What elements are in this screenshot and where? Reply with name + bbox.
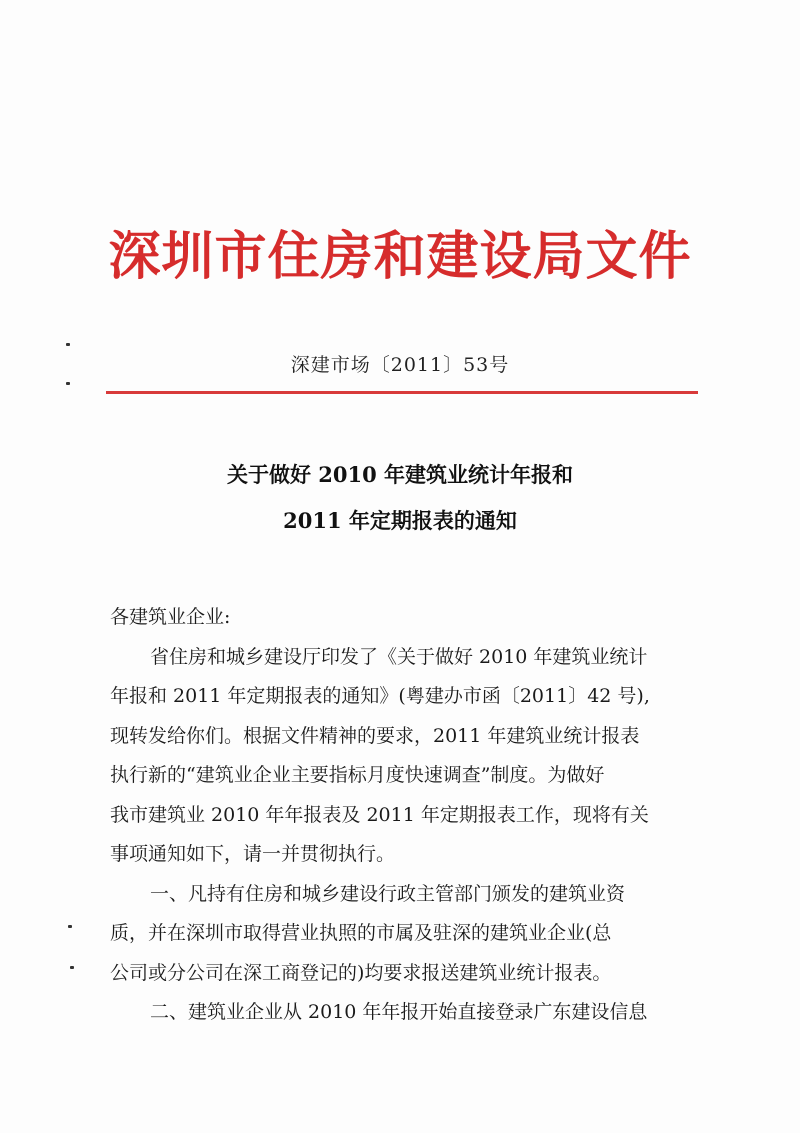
header-red-rule <box>106 391 698 394</box>
body-line: 年报和 2011 年定期报表的通知》(粤建办市函〔2011〕42 号), <box>110 685 650 707</box>
body-line: 我市建筑业 2010 年年报表及 2011 年定期报表工作，现将有关 <box>110 803 649 826</box>
body-line: 现转发给你们。根据文件精神的要求，2011 年建筑业统计报表 <box>110 724 640 747</box>
notice-body <box>110 598 700 1033</box>
margin-mark <box>66 382 70 385</box>
body-line: 省住房和城乡建设厅印发了《关于做好 2010 年建筑业统计 <box>150 645 648 668</box>
salutation: 各建筑业企业: <box>110 606 231 628</box>
body-line: 一、凡持有住房和城乡建设行政主管部门颁发的建筑业资 <box>150 882 626 905</box>
notice-title-line-1: 关于做好 2010 年建筑业统计年报和 <box>226 462 574 487</box>
notice-title-line-2: 2011 年定期报表的通知 <box>283 508 517 533</box>
notice-title <box>0 452 800 544</box>
body-line: 二、建筑业企业从 2010 年年报开始直接登录广东建设信息 <box>150 1001 648 1023</box>
margin-mark <box>70 966 74 969</box>
margin-mark <box>66 343 70 346</box>
document-number: 深建市场〔2011〕53号 <box>290 354 510 376</box>
body-line: 公司或分公司在深工商登记的)均要求报送建筑业统计报表。 <box>110 961 612 984</box>
margin-mark <box>68 925 72 928</box>
body-line: 质，并在深圳市取得营业执照的市属及驻深的建筑业企业(总 <box>110 922 612 944</box>
document-header-title: 深圳市住房和建设局文件 <box>108 226 692 287</box>
body-line: 执行新的“建筑业企业主要指标月度快速调查”制度。为做好 <box>110 764 605 786</box>
body-line: 事项通知如下，请一并贯彻执行。 <box>110 843 396 865</box>
